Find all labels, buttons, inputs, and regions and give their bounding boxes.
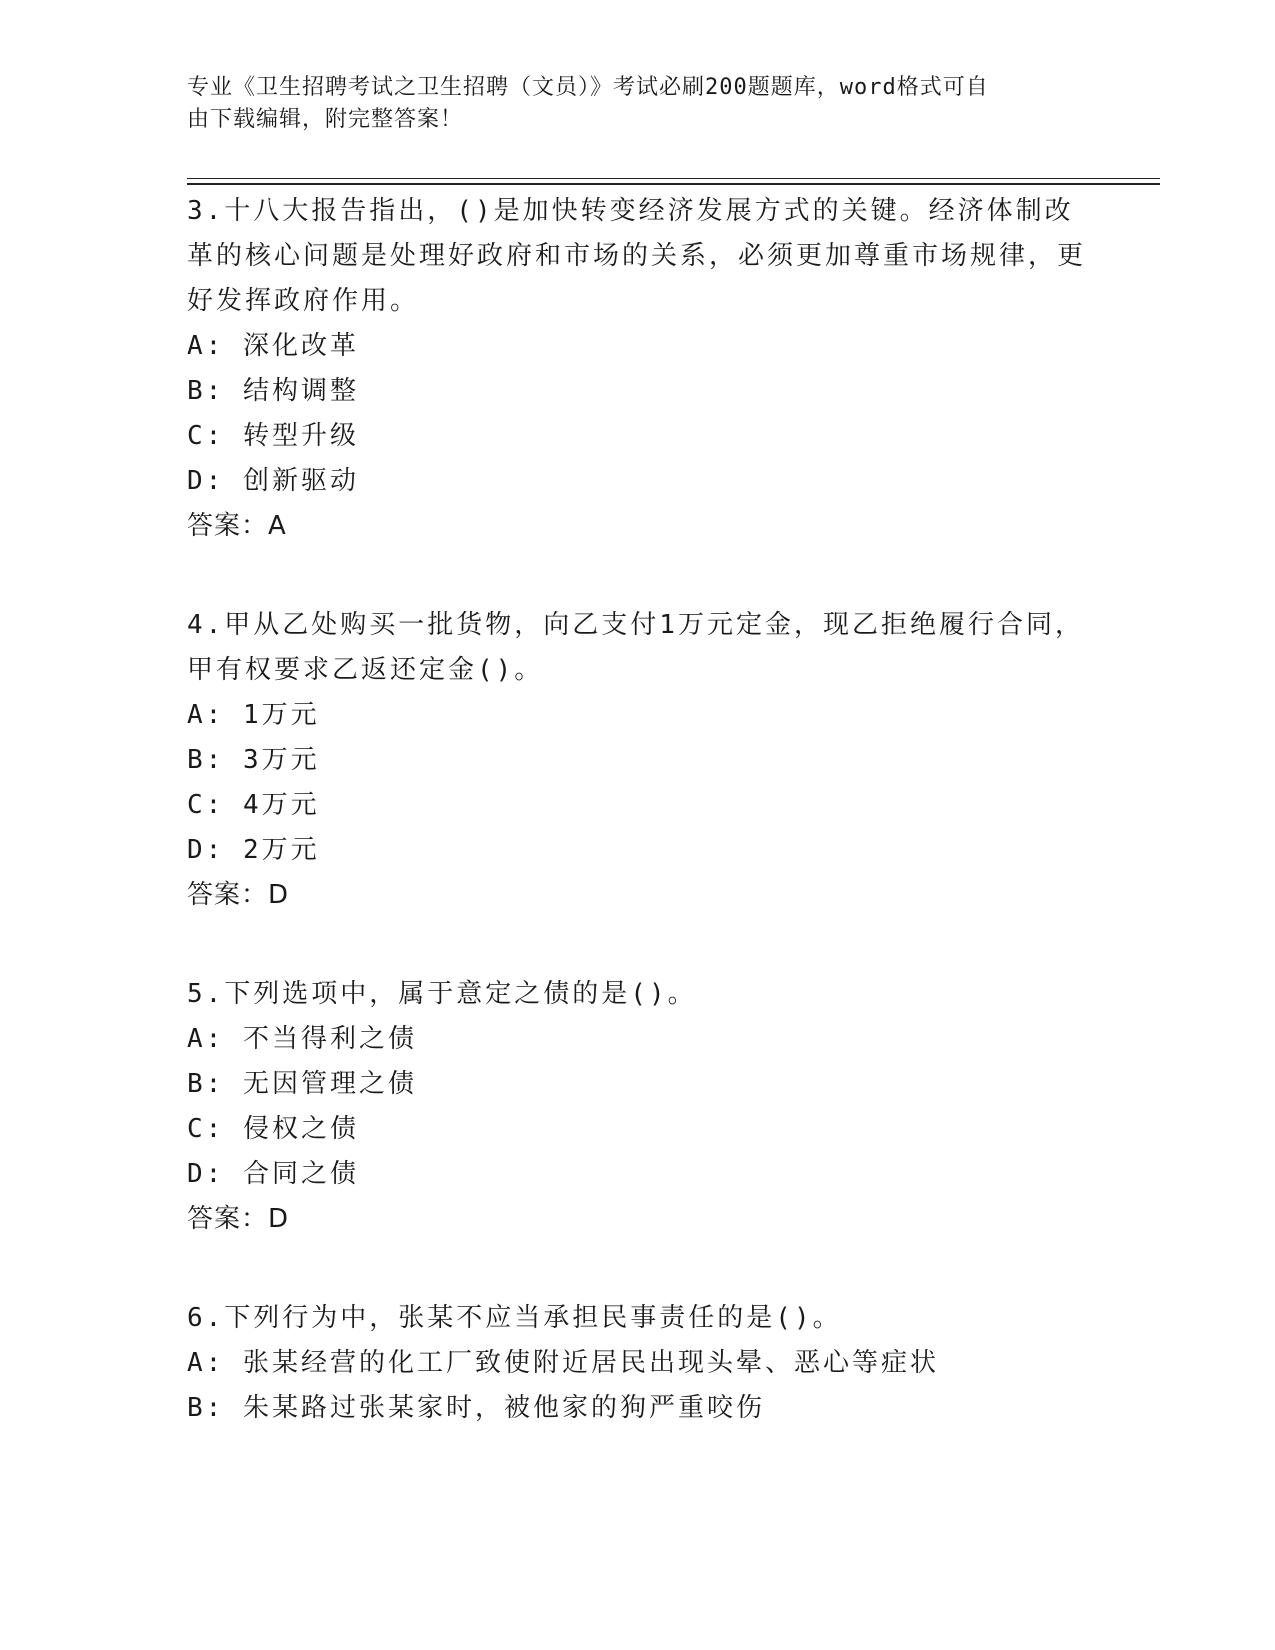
header-divider-thick	[187, 183, 1160, 185]
option-a: A: 深化改革	[187, 331, 359, 361]
option-c: C: 4万元	[187, 790, 320, 820]
question-list	[187, 189, 1087, 1485]
answer-line: 答案：A	[187, 511, 287, 541]
option-b: B: 3万元	[187, 745, 320, 775]
answer-line: 答案：D	[187, 880, 290, 910]
question-text: 5.下列选项中，属于意定之债的是()。	[187, 979, 697, 1009]
option-a: A: 张某经营的化工厂致使附近居民出现头晕、恶心等症状	[187, 1348, 939, 1378]
option-a: A: 不当得利之债	[187, 1024, 417, 1054]
option-d: D: 合同之债	[187, 1159, 359, 1189]
question-text: 4.甲从乙处购买一批货物，向乙支付1万元定金，现乙拒绝履行合同，甲有权要求乙返还定金()。	[187, 610, 1084, 685]
option-d: D: 创新驱动	[187, 466, 359, 496]
question-text: 6.下列行为中，张某不应当承担民事责任的是()。	[187, 1303, 842, 1333]
option-b: B: 朱某路过张某家时，被他家的狗严重咬伤	[187, 1393, 765, 1423]
option-a: A: 1万元	[187, 700, 320, 730]
question-6	[187, 1296, 1087, 1431]
question-3	[187, 189, 1087, 549]
header-divider-thin	[187, 178, 1160, 179]
option-c: C: 转型升级	[187, 421, 359, 451]
question-4	[187, 603, 1087, 918]
option-c: C: 侵权之债	[187, 1114, 359, 1144]
header-line-2: 由下载编辑，附完整答案！	[187, 107, 464, 132]
question-5	[187, 972, 1087, 1242]
header-line-1: 专业《卫生招聘考试之卫生招聘（文员）》考试必刷200题题库，word格式可自	[187, 75, 989, 100]
document-header	[187, 72, 1067, 136]
option-b: B: 无因管理之债	[187, 1069, 417, 1099]
question-text: 3.十八大报告指出，()是加快转变经济发展方式的关键。经济体制改革的核心问题是处理好政府和市场的关系，必须更加尊重市场规律，更好发挥政府作用。	[187, 196, 1087, 316]
answer-line: 答案：D	[187, 1204, 290, 1234]
option-b: B: 结构调整	[187, 376, 359, 406]
option-d: D: 2万元	[187, 835, 320, 865]
